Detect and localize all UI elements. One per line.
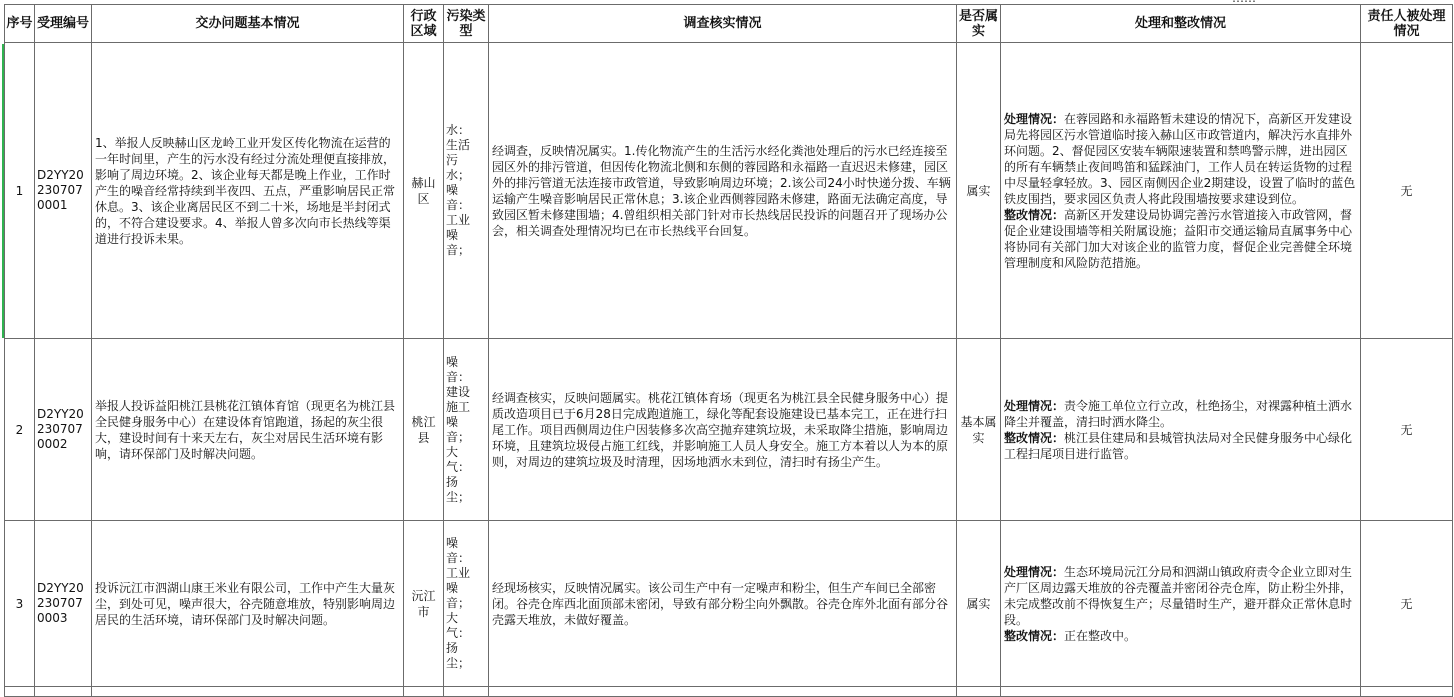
cell-empty[interactable] [35, 687, 92, 697]
cell-issue[interactable]: 举报人投诉益阳桃江县桃花江镇体育馆（现更名为桃江县全民健身服务中心）在建设体育馆跑道，扬起的灰尘很大，建设时间有十来天左右，灰尘对居民生活环境有影响，请环保部门及时解决问题。 [92, 339, 404, 521]
cell-accountability[interactable]: 无 [1361, 521, 1453, 687]
col-header-accountability: 责任人被处理情况 [1361, 5, 1453, 43]
rectify-label: 整改情况： [1004, 207, 1065, 222]
cell-empty[interactable] [5, 687, 35, 697]
cell-seq[interactable]: 2 [5, 339, 35, 521]
cell-region[interactable]: 桃江县 [404, 339, 444, 521]
cell-accountability[interactable]: 无 [1361, 43, 1453, 339]
col-header-investigation: 调查核实情况 [489, 5, 957, 43]
handling-text: 在蓉园路和永福路暂未建设的情况下，高新区开发建设局先将园区污水管道临时接入赫山区市政管道内，解决污水直排外环问题。2、督促园区安装车辆限速装置和禁鸣警示牌，进出园区的所有车辆禁止夜间鸣笛和猛踩油门，工作人员在转运货物的过程中尽量轻拿轻放。3、园区南侧因企业2期建设，设置了临时的蓝色铁皮围挡，要求园区负责人将此段围墙按要求建设到位。 [1004, 111, 1356, 206]
cell-case-no[interactable]: D2YY20230707 0002 [35, 339, 92, 521]
rectify-label: 整改情况： [1004, 628, 1065, 643]
complaint-handling-table [4, 4, 1453, 697]
rectify-text: 正在整改中。 [1064, 628, 1137, 643]
cell-empty[interactable] [404, 687, 444, 697]
cell-verified[interactable]: 属实 [957, 43, 1001, 339]
table-row-partial [5, 687, 1453, 697]
table-row [5, 339, 1453, 521]
cell-investigation[interactable]: 经调查核实，反映问题属实。桃花江镇体育场（现更名为桃江县全民健身服务中心）提质改造项目已于6月28日完成跑道施工，绿化等配套设施建设已基本完工，正在进行扫尾工作。项目西侧周边住户因装修多次高空抛弃建筑垃圾，未采取降尘措施，影响周边环境，且建筑垃圾侵占施工红线，并影响施工人员人身安全。施工方本着以人为本的原则，对周边的建筑垃圾及时清理，因场地洒水未到位，清扫时有扬尘产生。 [489, 339, 957, 521]
rectify-label: 整改情况： [1004, 430, 1065, 445]
cell-case-no[interactable]: D2YY20230707 0003 [35, 521, 92, 687]
cell-empty[interactable] [92, 687, 404, 697]
cell-issue[interactable]: 1、举报人反映赫山区龙岭工业开发区传化物流在运营的一年时间里，产生的污水没有经过分流处理便直接排放，影响了周边环境。2、该企业每天都是晚上作业，工作时产生的噪音经常持续到半夜四、五点，严重影响居民正常休息。3、该企业离居民区不到二十米，场地是半封闭式的，不符合建设要求。4、举报人曾多次向市长热线等渠道进行投诉未果。 [92, 43, 404, 339]
cell-verified[interactable]: 属实 [957, 521, 1001, 687]
rectify-text: 桃江县住建局和县城管执法局对全民健身服务中心绿化工程扫尾项目进行监管。 [1004, 430, 1353, 461]
col-header-seq: 序号 [5, 5, 35, 43]
handling-text: 生态环境局沅江分局和泗湖山镇政府责令企业立即对生产厂区周边露天堆放的谷壳覆盖并密闭谷壳仓库，防止粉尘外排，未完成整改前不得恢复生产；尽量错时生产，避开群众正常休息时段。 [1004, 564, 1353, 627]
table-row [5, 43, 1453, 339]
cell-pollution[interactable]: 水： 生活 污 水； 噪 音： 工业 噪 音； [444, 43, 489, 339]
cell-accountability[interactable]: 无 [1361, 339, 1453, 521]
cell-pollution[interactable]: 噪 音： 工业 噪 音； 大 气： 扬 尘； [444, 521, 489, 687]
handling-text: 责令施工单位立行立改，杜绝扬尘，对裸露种植土洒水降尘并覆盖，清扫时洒水降尘。 [1004, 398, 1353, 429]
cell-seq[interactable]: 3 [5, 521, 35, 687]
cell-handling[interactable] [1001, 43, 1361, 339]
col-header-case-no: 受理编号 [35, 5, 92, 43]
cell-region[interactable]: 沅江市 [404, 521, 444, 687]
cell-handling[interactable] [1001, 339, 1361, 521]
cell-handling[interactable] [1001, 521, 1361, 687]
cell-empty[interactable] [1361, 687, 1453, 697]
handling-label: 处理情况： [1004, 398, 1065, 413]
cell-region[interactable]: 赫山区 [404, 43, 444, 339]
cell-empty[interactable] [957, 687, 1001, 697]
col-header-handling: 处理和整改情况 [1001, 5, 1361, 43]
col-header-pollution: 污染类型 [444, 5, 489, 43]
cell-verified[interactable]: 基本属实 [957, 339, 1001, 521]
handling-label: 处理情况： [1004, 564, 1065, 579]
handling-label: 处理情况： [1004, 111, 1065, 126]
table-row [5, 521, 1453, 687]
col-header-verified: 是否属实 [957, 5, 1001, 43]
cell-empty[interactable] [444, 687, 489, 697]
cell-investigation[interactable]: 经现场核实，反映情况属实。该公司生产中有一定噪声和粉尘，但生产车间已全部密闭。谷壳仓库西北面顶部未密闭，导致有部分粉尘向外飘散。谷壳仓库外北面有部分谷壳露天堆放，未做好覆盖。 [489, 521, 957, 687]
col-header-issue: 交办问题基本情况 [92, 5, 404, 43]
cell-investigation[interactable]: 经调查，反映情况属实。1.传化物流产生的生活污水经化粪池处理后的污水已经连接至园区外的排污管道，但因传化物流北侧和东侧的蓉园路和永福路一直迟迟未修建，园区外的排污管道无法连接市政管道，导致影响周边环境；2.该公司24小时快递分拨、车辆运输产生噪音影响居民正常休息；3.该企业西侧蓉园路未修建，路面无法确定高度，导致园区暂未修建围墙；4.曾组织相关部门针对市长热线居民投诉的问题召开了现场办公会，相关调查处理情况均已在市长热线平台回复。 [489, 43, 957, 339]
cell-pollution[interactable]: 噪 音： 建设 施工 噪 音； 大 气： 扬 尘； [444, 339, 489, 521]
rectify-text: 高新区开发建设局协调完善污水管道接入市政管网，督促企业建设围墙等相关附属设施；益阳市交通运输局直属事务中心将协同有关部门加大对该企业的监管力度，督促企业完善健全环境管理制度和风险防范措施。 [1004, 207, 1353, 270]
cell-empty[interactable] [1001, 687, 1361, 697]
cell-issue[interactable]: 投诉沅江市泗湖山康王米业有限公司，工作中产生大量灰尘，到处可见，噪声很大，谷壳随意堆放，特别影响周边居民的生活环境，请环保部门及时解决问题。 [92, 521, 404, 687]
cell-case-no[interactable]: D2YY20230707 0001 [35, 43, 92, 339]
cell-seq[interactable]: 1 [5, 43, 35, 339]
table-header-row [5, 5, 1453, 43]
col-header-region: 行政区域 [404, 5, 444, 43]
cell-empty[interactable] [489, 687, 957, 697]
